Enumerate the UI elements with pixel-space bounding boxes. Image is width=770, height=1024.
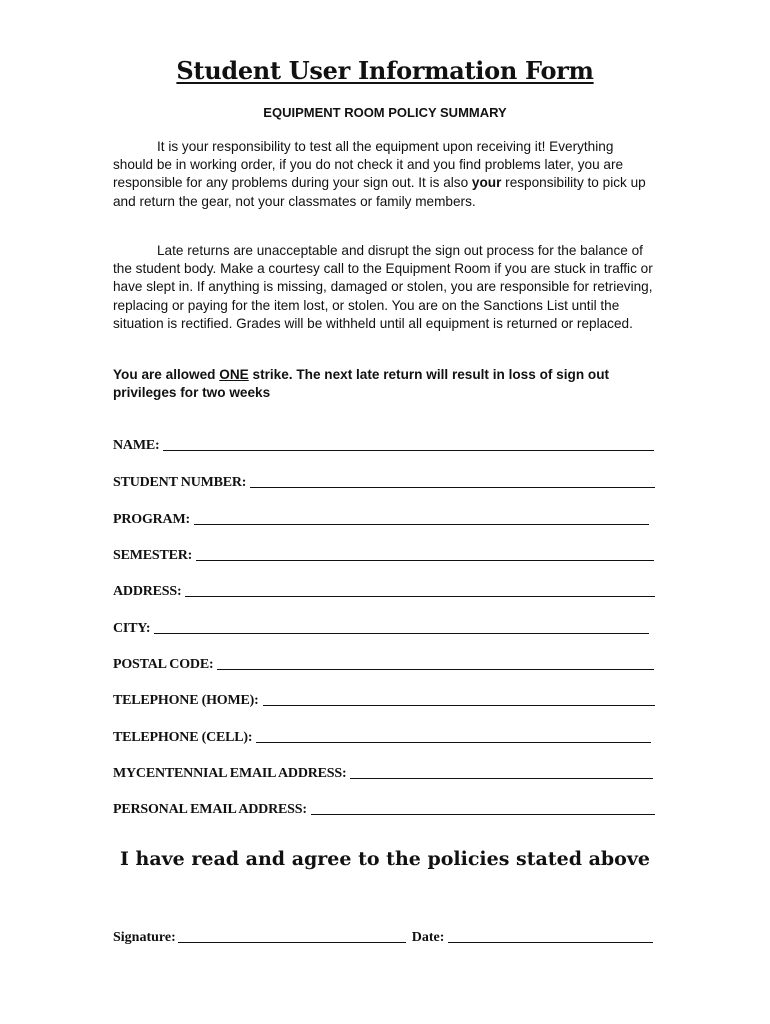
late-returns-paragraph — [113, 242, 653, 333]
postal-code-label: POSTAL CODE: — [113, 657, 214, 672]
telephone-cell-field[interactable] — [113, 726, 651, 746]
mycentennial-email-input-line[interactable] — [350, 774, 653, 779]
mycentennial-email-field[interactable] — [113, 762, 653, 782]
address-input-line[interactable] — [185, 592, 655, 597]
city-input-line[interactable] — [154, 629, 649, 634]
mycentennial-email-label: MYCENTENNIAL EMAIL ADDRESS: — [113, 766, 347, 781]
responsibility-paragraph — [113, 138, 653, 211]
name-field[interactable] — [113, 434, 654, 454]
telephone-home-input-line[interactable] — [263, 701, 655, 706]
strike-notice-start: You are allowed — [113, 367, 220, 382]
policy-summary-heading: EQUIPMENT ROOM POLICY SUMMARY — [263, 105, 507, 120]
strike-notice — [113, 366, 653, 402]
signature-row — [113, 926, 653, 946]
form-title: Student User Information Form — [176, 56, 594, 85]
city-field[interactable] — [113, 617, 649, 637]
date-line[interactable] — [448, 938, 653, 943]
name-input-line[interactable] — [163, 446, 654, 451]
postal-code-input-line[interactable] — [217, 665, 654, 670]
paragraph1-text-end: responsibility to pick up and return the gear, not your classmates or family members. — [113, 175, 646, 209]
semester-field[interactable] — [113, 544, 654, 564]
personal-email-input-line[interactable] — [311, 810, 655, 815]
signature-label: Signature: — [113, 930, 176, 945]
postal-code-field[interactable] — [113, 653, 654, 673]
telephone-home-field[interactable] — [113, 689, 655, 709]
program-input-line[interactable] — [194, 520, 649, 525]
strike-notice-end: strike. The next late return will result in loss of sign out privileges for two weeks — [113, 367, 610, 401]
paragraph2-text: Late returns are unacceptable and disrupt the sign out process for the balance of the student body. Make a courtesy call to the Equipment Room if you are stuck in traffic or have slept in. If anything is missing, damaged or stolen, you are responsible for retrieving, replacing or paying for the item lost, or stolen. You are on the Sanctions List until the situation is rectified. Grades will be withheld until all equipment is returned or replaced. — [113, 243, 653, 331]
telephone-home-label: TELEPHONE (HOME): — [113, 693, 259, 708]
telephone-cell-label: TELEPHONE (CELL): — [113, 730, 253, 745]
student-number-field[interactable] — [113, 471, 655, 491]
semester-input-line[interactable] — [196, 556, 654, 561]
paragraph1-text-start: It is your responsibility to test all the equipment upon receiving it! Everything should be in working order, if you do not check it and you find problems later, you are responsible for any problems during your sign out. It is also — [113, 139, 624, 191]
student-number-input-line[interactable] — [250, 483, 655, 488]
address-label: ADDRESS: — [113, 584, 182, 599]
paragraph1-emphasis: your — [471, 175, 502, 191]
telephone-cell-input-line[interactable] — [256, 738, 651, 743]
date-label: Date: — [411, 930, 445, 945]
signature-line[interactable] — [178, 938, 406, 943]
address-field[interactable] — [113, 580, 655, 600]
city-label: CITY: — [113, 621, 151, 636]
student-number-label: STUDENT NUMBER: — [113, 475, 247, 490]
program-field[interactable] — [113, 508, 649, 528]
semester-label: SEMESTER: — [113, 548, 193, 563]
program-label: PROGRAM: — [113, 512, 190, 527]
strike-count: ONE — [219, 367, 249, 382]
agreement-statement: I have read and agree to the policies stated above — [120, 848, 650, 870]
personal-email-field[interactable] — [113, 798, 655, 818]
name-label: NAME: — [113, 438, 160, 453]
personal-email-label: PERSONAL EMAIL ADDRESS: — [113, 802, 307, 817]
